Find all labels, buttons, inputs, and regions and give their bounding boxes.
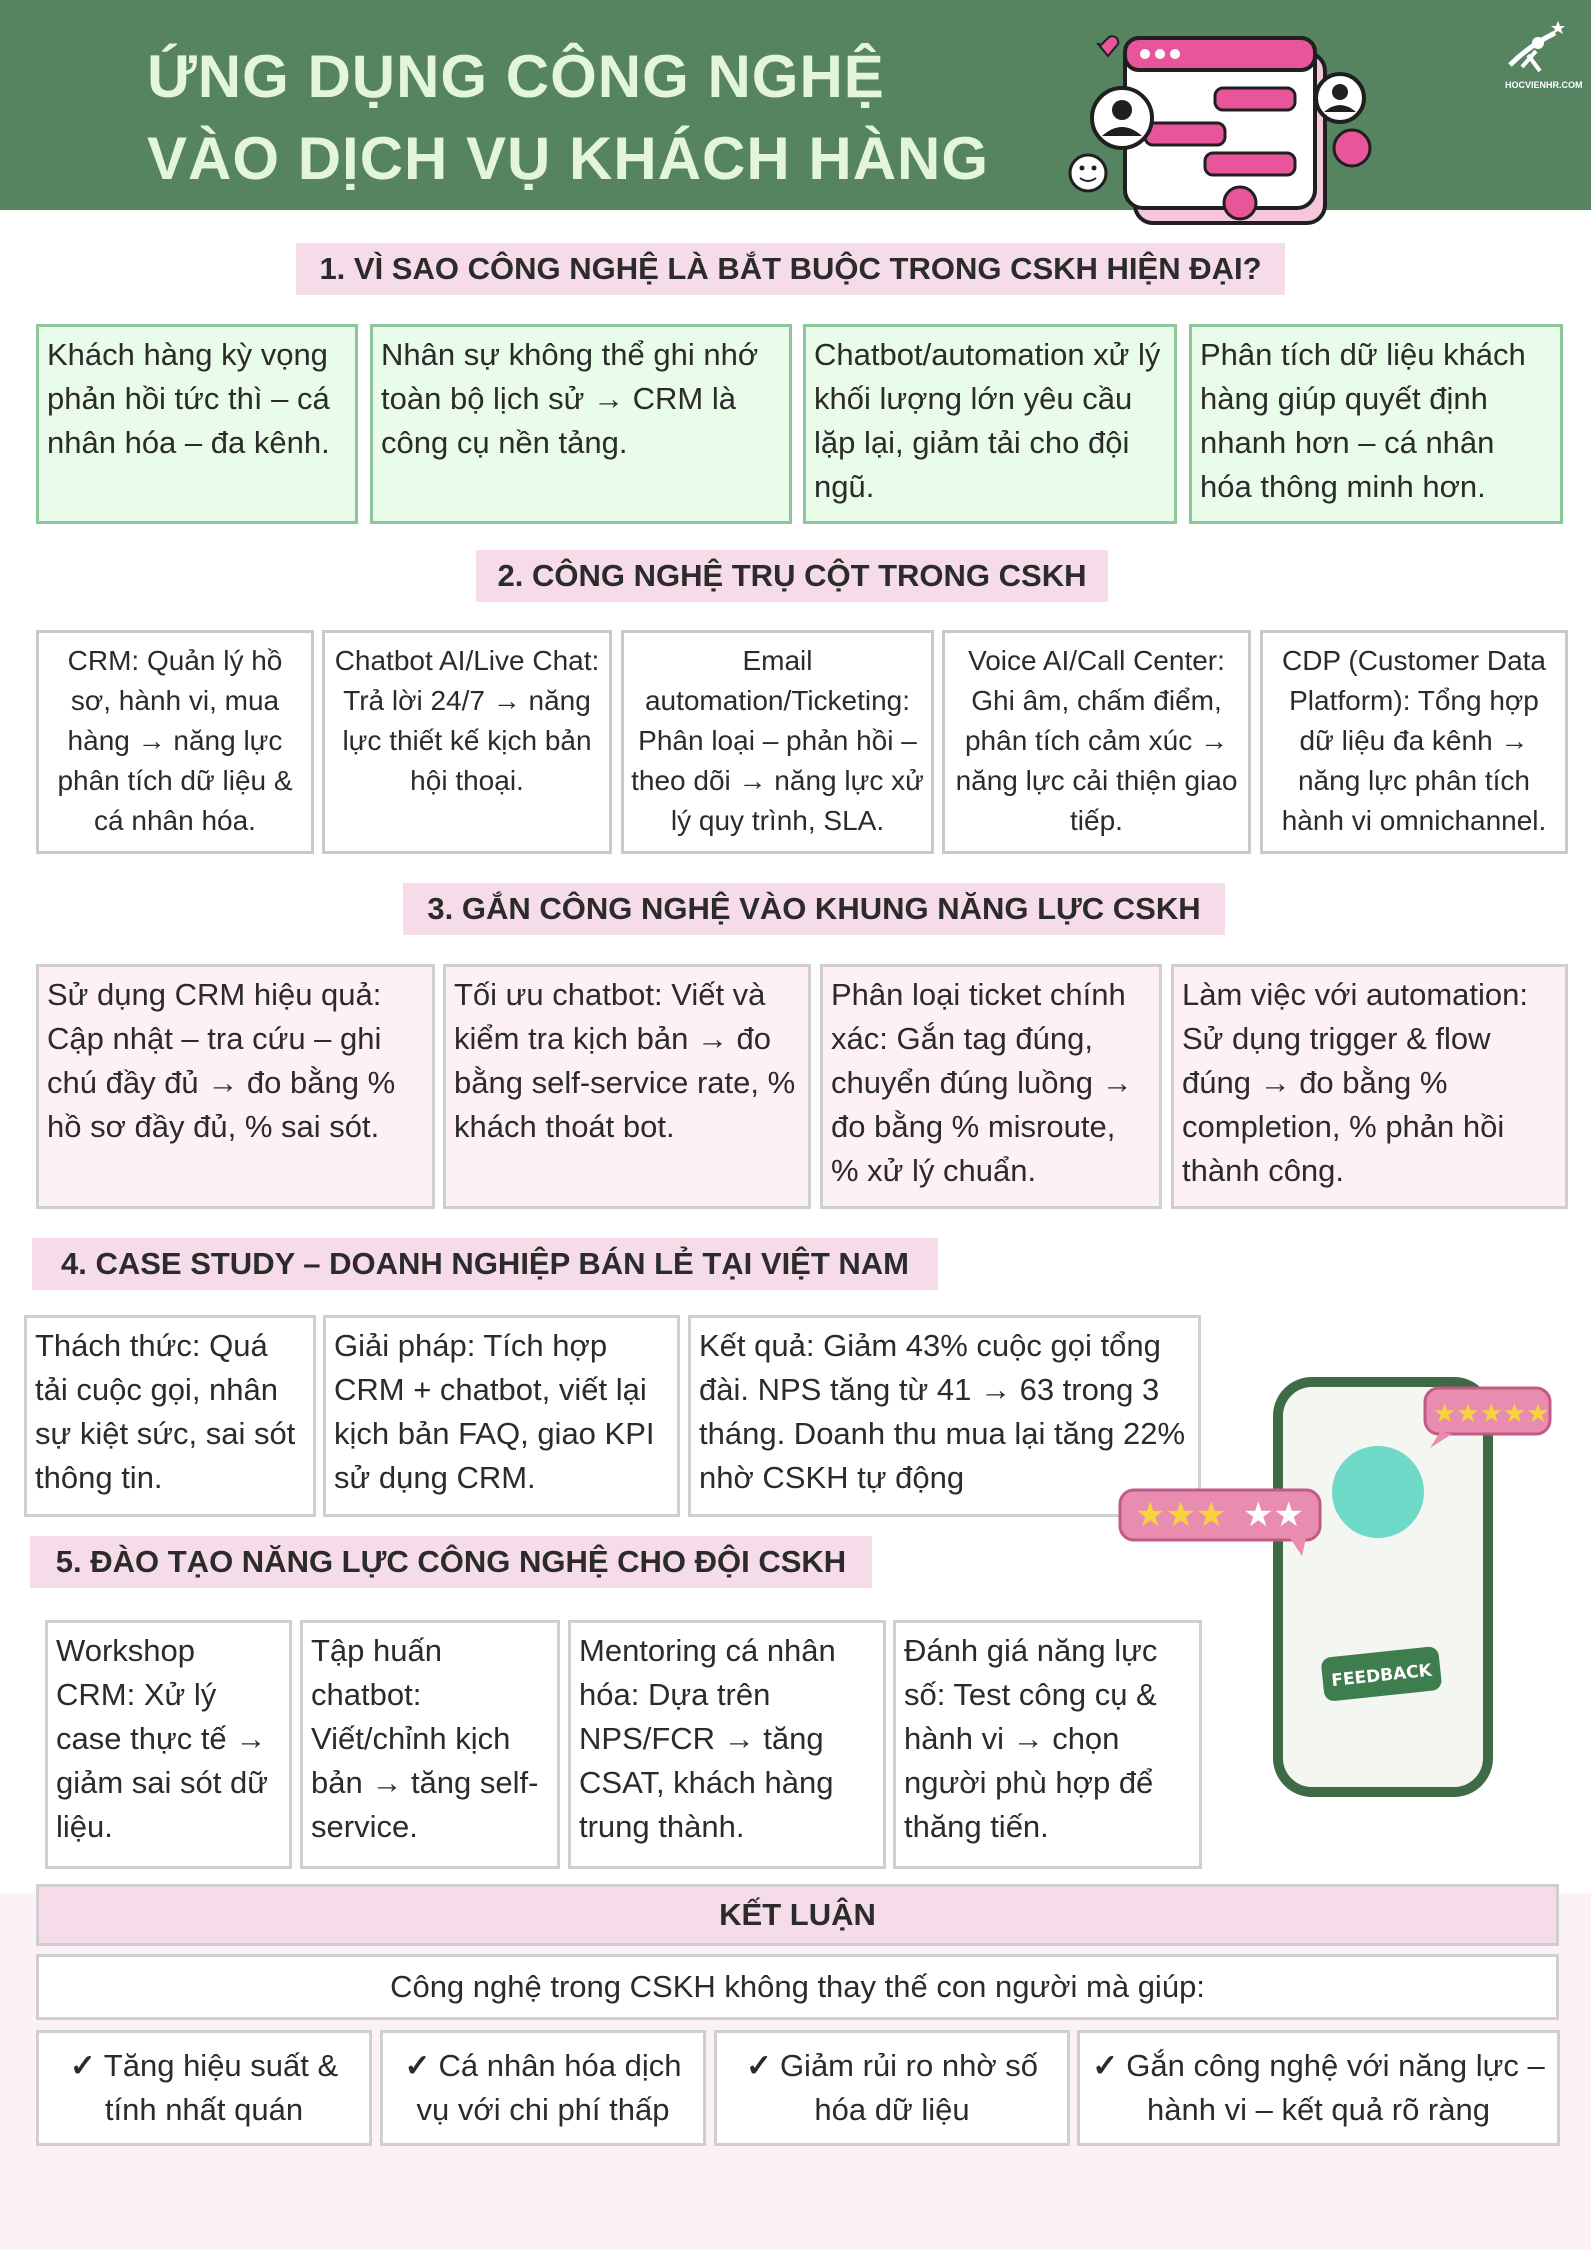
section-1-card: Nhân sự không thể ghi nhớ toàn bộ lịch sử → CRM là công cụ nền tảng. <box>370 324 792 524</box>
section-3-card: Tối ưu chatbot: Viết và kiểm tra kịch bản → đo bằng self-service rate, % khách thoát bot. <box>443 964 811 1209</box>
section-5-card: Đánh giá năng lực số: Test công cụ & hành vi → chọn người phù hợp để thăng tiến. <box>893 1620 1202 1869</box>
section-3-card: Làm việc với automation: Sử dụng trigger & flow đúng → đo bằng % completion, % phản hồi thành công. <box>1171 964 1568 1209</box>
section-1-title: 1. VÌ SAO CÔNG NGHỆ LÀ BẮT BUỘC TRONG CSKH HIỆN ĐẠI? <box>296 243 1285 295</box>
conclusion-item <box>36 2030 372 2146</box>
svg-text:★★: ★★ <box>1243 1495 1304 1535</box>
case-study-solution: Giải pháp: Tích hợp CRM + chatbot, viết lại kịch bản FAQ, giao KPI sử dụng CRM. <box>323 1315 680 1517</box>
phone-feedback-illustration <box>1110 1370 1560 1800</box>
conclusion-item-text: Tăng hiệu suất & tính nhất quán <box>103 2048 339 2127</box>
section-1-card: Phân tích dữ liệu khách hàng giúp quyết định nhanh hơn – cá nhân hóa thông minh hơn. <box>1189 324 1563 524</box>
checkmark-icon: ✓ <box>69 2048 96 2083</box>
section-5-title: 5. ĐÀO TẠO NĂNG LỰC CÔNG NGHỆ CHO ĐỘI CSKH <box>30 1536 872 1588</box>
svg-text:★★★★★: ★★★★★ <box>1433 1399 1550 1429</box>
conclusion-item-text: Gắn công nghệ với năng lực – hành vi – kết quả rõ ràng <box>1126 2048 1545 2127</box>
title-line-1: ỨNG DỤNG CÔNG NGHỆ <box>147 43 885 110</box>
section-3-card: Phân loại ticket chính xác: Gắn tag đúng, chuyển đúng luồng → đo bằng % misroute, % xử lý chuẩn. <box>820 964 1162 1209</box>
section-3-title: 3. GẮN CÔNG NGHỆ VÀO KHUNG NĂNG LỰC CSKH <box>403 883 1225 935</box>
svg-text:FEEDBACK: FEEDBACK <box>1330 1660 1433 1692</box>
chat-app-illustration <box>1040 8 1390 228</box>
section-2-card: Voice AI/Call Center: Ghi âm, chấm điểm, phân tích cảm xúc → năng lực cải thiện giao tiếp. <box>942 630 1251 854</box>
case-study-result: Kết quả: Giảm 43% cuộc gọi tổng đài. NPS tăng từ 41 → 63 trong 3 tháng. Doanh thu mua lại tăng 22% nhờ CSKH tự động <box>688 1315 1201 1517</box>
conclusion-intro: Công nghệ trong CSKH không thay thế con người mà giúp: <box>36 1954 1559 2020</box>
title-line-2: VÀO DỊCH VỤ KHÁCH HÀNG <box>147 125 990 192</box>
section-2-card: CDP (Customer Data Platform): Tổng hợp dữ liệu đa kênh → năng lực phân tích hành vi omnichannel. <box>1260 630 1568 854</box>
conclusion-item <box>380 2030 706 2146</box>
section-5-card: Workshop CRM: Xử lý case thực tế → giảm sai sót dữ liệu. <box>45 1620 292 1869</box>
conclusion-item <box>714 2030 1070 2146</box>
conclusion-item-text: Cá nhân hóa dịch vụ với chi phí thấp <box>416 2048 682 2127</box>
section-5-card: Mentoring cá nhân hóa: Dựa trên NPS/FCR → tăng CSAT, khách hàng trung thành. <box>568 1620 886 1869</box>
section-5-card: Tập huấn chatbot: Viết/chỉnh kịch bản → tăng self-service. <box>300 1620 560 1869</box>
checkmark-icon: ✓ <box>1092 2048 1119 2083</box>
section-4-title: 4. CASE STUDY – DOANH NGHIỆP BÁN LẺ TẠI VIỆT NAM <box>32 1238 938 1290</box>
page-title <box>147 36 989 200</box>
checkmark-icon: ✓ <box>745 2048 772 2083</box>
svg-text:★★★: ★★★ <box>1135 1495 1227 1535</box>
logo-text: HOCVIENHR.COM <box>1505 80 1583 90</box>
section-2-card: Chatbot AI/Live Chat: Trả lời 24/7 → năng lực thiết kế kịch bản hội thoại. <box>322 630 612 854</box>
section-2-card: Email automation/Ticketing: Phân loại – phản hồi – theo dõi → năng lực xử lý quy trình, SLA. <box>621 630 934 854</box>
section-2-title: 2. CÔNG NGHỆ TRỤ CỘT TRONG CSKH <box>476 550 1108 602</box>
conclusion-item-text: Giảm rủi ro nhờ số hóa dữ liệu <box>779 2048 1039 2127</box>
conclusion-item <box>1077 2030 1560 2146</box>
case-study-challenge: Thách thức: Quá tải cuộc gọi, nhân sự kiệt sức, sai sót thông tin. <box>24 1315 316 1517</box>
checkmark-icon: ✓ <box>404 2048 431 2083</box>
section-3-card: Sử dụng CRM hiệu quả: Cập nhật – tra cứu – ghi chú đầy đủ → đo bằng % hồ sơ đầy đủ, % sai sót. <box>36 964 435 1209</box>
logo-icon <box>1500 15 1570 77</box>
section-1-card: Chatbot/automation xử lý khối lượng lớn yêu cầu lặp lại, giảm tải cho đội ngũ. <box>803 324 1177 524</box>
conclusion-title: KẾT LUẬN <box>36 1884 1559 1946</box>
section-2-card: CRM: Quản lý hồ sơ, hành vi, mua hàng → năng lực phân tích dữ liệu & cá nhân hóa. <box>36 630 314 854</box>
section-1-card: Khách hàng kỳ vọng phản hồi tức thì – cá nhân hóa – đa kênh. <box>36 324 358 524</box>
